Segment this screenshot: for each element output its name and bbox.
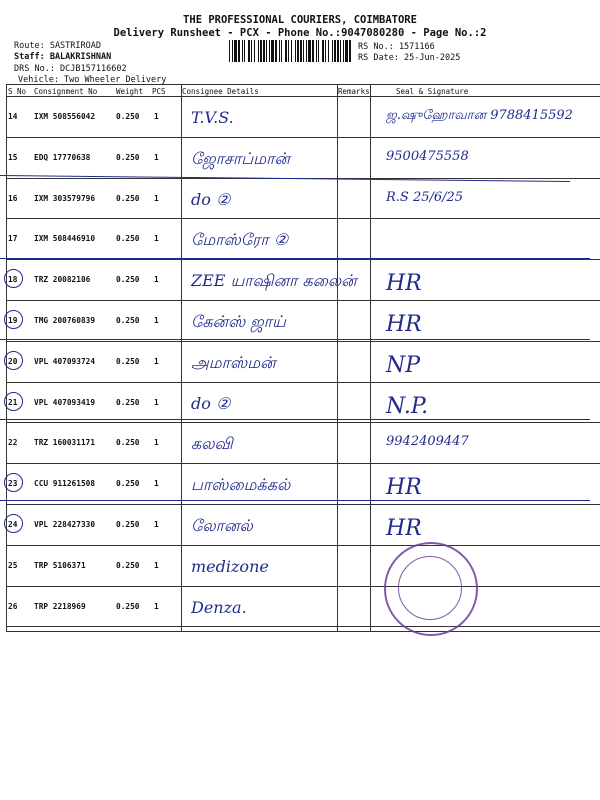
signature-handwriting: R.S 25/6/25 [386, 189, 464, 205]
signature-handwriting: N.P. [386, 393, 429, 419]
barcode-bar [244, 40, 245, 62]
cell-sno: 25 [8, 560, 18, 570]
barcode-bar [263, 40, 265, 62]
consignee-handwriting: கேன்ஸ் ஜாய் [191, 312, 286, 331]
barcode-bar [248, 40, 250, 62]
signature-handwriting: HR [386, 271, 422, 297]
barcode-bar [260, 40, 262, 62]
route-label: Route: SASTRIROAD [14, 41, 101, 51]
barcode-bar [279, 40, 280, 62]
consignee-handwriting: ஜோசாப்மான் [191, 148, 290, 168]
signature-handwriting: 9942409447 [386, 434, 469, 450]
cell-sno: 16 [8, 193, 18, 203]
cell-consignment: IXM 508556042 [34, 112, 96, 121]
signature-handwriting: NP [386, 352, 421, 378]
cell-consignment: TRP 5106371 [34, 560, 86, 570]
col-pcs: PCS [152, 87, 166, 96]
signature-handwriting: HR [386, 312, 422, 337]
cell-weight: 0.250 [116, 601, 140, 611]
barcode-bar [266, 40, 267, 62]
cell-weight: 0.250 [116, 152, 140, 162]
cell-pcs: 1 [154, 152, 159, 162]
table-row [6, 137, 600, 178]
cell-consignment: CCU 911261508 [34, 479, 96, 489]
cell-pcs: 1 [154, 397, 159, 407]
runsheet-table [6, 84, 600, 632]
barcode-bar [232, 40, 233, 62]
table-row [6, 259, 600, 300]
table-row [6, 96, 600, 137]
signature-handwriting: HR [386, 475, 422, 501]
barcode-bar [288, 40, 289, 62]
pen-line [0, 258, 590, 259]
col-sno: S No [8, 87, 27, 96]
barcode-bar [271, 40, 274, 62]
consignee-handwriting: do ② [191, 393, 231, 413]
cell-consignment: TRZ 160031171 [34, 438, 96, 448]
barcode-bar [322, 40, 324, 62]
table-row [6, 341, 600, 382]
cell-sno: 22 [8, 438, 18, 448]
cell-sno: 15 [8, 152, 18, 162]
cell-weight: 0.250 [116, 112, 140, 121]
table-row [6, 178, 600, 219]
consignee-handwriting: T.V.S. [191, 108, 234, 127]
barcode-bar [349, 40, 351, 62]
barcode-bar [325, 40, 326, 62]
barcode-bar [285, 40, 287, 62]
barcode-bar [297, 40, 299, 62]
barcode-bar [345, 40, 348, 62]
cell-consignment: VPL 407093419 [34, 397, 96, 407]
pen-line [0, 419, 590, 420]
col-weight: Weight [116, 87, 144, 96]
cell-pcs: 1 [154, 356, 159, 366]
table-row [6, 422, 600, 463]
cell-consignment: IXM 303579796 [34, 193, 96, 203]
barcode-bar [291, 40, 292, 62]
barcode-bar [316, 40, 317, 62]
signature-handwriting: ஜ.ஷுஹோவான 9788415592 [386, 108, 573, 123]
cell-weight: 0.250 [116, 560, 140, 570]
cell-consignment: EDQ 17770638 [34, 152, 91, 162]
cell-weight: 0.250 [116, 438, 140, 448]
cell-sno: 24 [8, 520, 18, 529]
vehicle-label: Vehicle: Two Wheeler Delivery [18, 75, 167, 85]
barcode-bar [300, 40, 302, 62]
barcode-bar [281, 40, 282, 62]
cell-pcs: 1 [154, 112, 159, 121]
pen-line [0, 339, 590, 340]
cell-weight: 0.250 [116, 356, 140, 366]
company-title: THE PROFESSIONAL COURIERS, COIMBATORE [183, 14, 417, 26]
barcode-bar [337, 40, 339, 62]
barcode-bar [334, 40, 336, 62]
consignee-handwriting: ZEE யாஷினா கலைன் [191, 271, 357, 291]
cell-pcs: 1 [154, 520, 159, 529]
barcode-bar [303, 40, 304, 62]
pharmacy-stamp [384, 542, 478, 636]
barcode-bar [258, 40, 259, 62]
cell-pcs: 1 [154, 560, 159, 570]
consignee-handwriting: லோனல் [191, 516, 253, 535]
cell-sno: 23 [8, 479, 18, 489]
barcode-bar [328, 40, 329, 62]
consignee-handwriting: மோஸ்ரோ ② [191, 230, 289, 250]
signature-handwriting: HR [386, 516, 422, 541]
barcode-bar [306, 40, 307, 62]
cell-consignment: IXM 508446910 [34, 234, 96, 244]
consignee-handwriting: do ② [191, 189, 231, 209]
col-remarks: Remarks [338, 87, 370, 96]
cell-sno: 20 [8, 356, 18, 366]
cell-weight: 0.250 [116, 275, 140, 285]
barcode-bar [340, 40, 341, 62]
barcode-bar [308, 40, 311, 62]
cell-weight: 0.250 [116, 316, 140, 325]
drs-label: DRS No.: DCJB157116602 [14, 64, 127, 74]
barcode-bar [229, 40, 230, 62]
cell-sno: 14 [8, 112, 18, 121]
barcode-bar [295, 40, 296, 62]
cell-weight: 0.250 [116, 234, 140, 244]
cell-sno: 21 [8, 397, 18, 407]
barcode-bar [332, 40, 333, 62]
cell-pcs: 1 [154, 193, 159, 203]
runsheet-subtitle: Delivery Runsheet - PCX - Phone No.:9047080280 - Page No.:2 [113, 27, 487, 39]
table-row [6, 300, 600, 341]
cell-pcs: 1 [154, 479, 159, 489]
table-row [6, 586, 600, 627]
table-row [6, 463, 600, 504]
cell-weight: 0.250 [116, 193, 140, 203]
col-signature: Seal & Signature [396, 87, 469, 96]
rs-date: RS Date: 25-Jun-2025 [358, 53, 461, 63]
table-row [6, 218, 600, 259]
consignee-handwriting: பாஸ்மைக்கல் [191, 475, 291, 495]
cell-consignment: TMG 200760839 [34, 316, 96, 325]
barcode-bar [242, 40, 243, 62]
cell-pcs: 1 [154, 275, 159, 285]
cell-weight: 0.250 [116, 397, 140, 407]
consignee-handwriting: கலவி [191, 434, 233, 454]
staff-label: Staff: BALAKRISHNAN [14, 52, 112, 62]
barcode-bar [343, 40, 344, 62]
table-row [6, 545, 600, 586]
consignee-handwriting: அமாஸ்மன் [191, 352, 276, 372]
pen-line [0, 500, 590, 501]
cell-sno: 17 [8, 234, 18, 244]
cell-sno: 18 [8, 275, 18, 285]
barcode-bar [254, 40, 255, 62]
barcode-bar [312, 40, 314, 62]
barcode-bar [238, 40, 240, 62]
cell-weight: 0.250 [116, 479, 140, 489]
barcode-bar [234, 40, 237, 62]
cell-pcs: 1 [154, 601, 159, 611]
barcode [229, 40, 353, 62]
cell-pcs: 1 [154, 316, 159, 325]
barcode-bar [318, 40, 319, 62]
barcode-bar [275, 40, 277, 62]
signature-handwriting: 9500475558 [386, 148, 469, 164]
cell-pcs: 1 [154, 438, 159, 448]
barcode-bar [269, 40, 270, 62]
cell-sno: 19 [8, 316, 18, 325]
cell-consignment: TRP 2218969 [34, 601, 86, 611]
col-consignee: Consignee Details [182, 87, 259, 96]
table-row [6, 382, 600, 423]
consignee-handwriting: Denza. [191, 597, 247, 617]
cell-pcs: 1 [154, 234, 159, 244]
cell-sno: 26 [8, 601, 18, 611]
table-row [6, 504, 600, 545]
barcode-bar [251, 40, 252, 62]
cell-consignment: VPL 228427330 [34, 520, 96, 529]
cell-consignment: TRZ 20082106 [34, 275, 91, 285]
consignee-handwriting: medizone [191, 556, 269, 576]
col-consignment: Consignment No [34, 87, 98, 96]
cell-weight: 0.250 [116, 520, 140, 529]
rs-number: RS No.: 1571166 [358, 42, 435, 52]
cell-consignment: VPL 407093724 [34, 356, 96, 366]
